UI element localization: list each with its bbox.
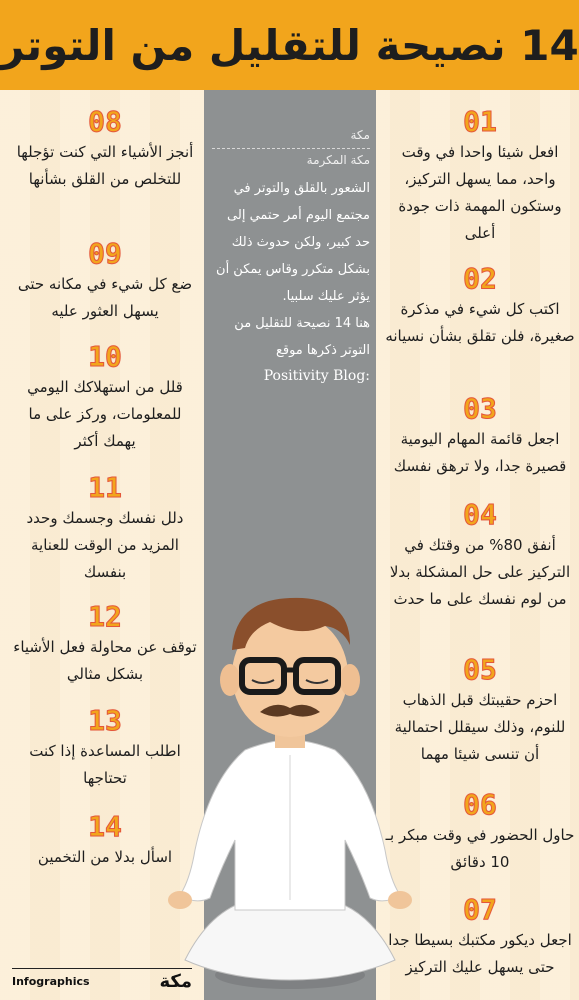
- tip-02: [385, 262, 575, 350]
- intro-location-full: مكة المكرمة: [306, 153, 370, 167]
- tip-number: 03: [463, 392, 497, 425]
- tip-text: حاول الحضور في وقت مبكر بـ 10 دقائق: [385, 826, 575, 871]
- intro-paragraph-2: هنا 14 نصيحة للتقليل من التوتر ذكرها موقع: [234, 316, 370, 358]
- tip-text: دلل نفسك وجسمك وحدد المزيد من الوقت للعناية بنفسك: [26, 509, 184, 581]
- tip-text: افعل شيئا واحدا في وقت واحد، مما يسهل التركيز، وستكون المهمة ذات جودة أعلى: [398, 143, 562, 242]
- tip-text: قلل من استهلاكك اليومي للمعلومات، وركز على ما يهمك أكثر: [27, 378, 183, 450]
- tip-number: 11: [88, 471, 122, 504]
- intro-location: مكة: [350, 128, 370, 142]
- intro-source: Positivity Blog:: [263, 368, 370, 384]
- tip-text: ضع كل شيء في مكانه حتى يسهل العثور عليه: [17, 275, 193, 320]
- tip-06: [385, 788, 575, 876]
- footer: [12, 968, 192, 993]
- tip-text: اسأل بدلا من التخمين: [37, 848, 173, 866]
- tip-number: 06: [463, 788, 497, 821]
- tip-12: [10, 600, 200, 688]
- tip-text: اجعل ديكور مكتبك بسيطا جدا حتى يسهل عليك التركيز: [388, 931, 572, 976]
- tip-text: احزم حقيبتك قبل الذهاب للنوم، وذلك سيقلل احتمالية أن تنسى شيئا مهما: [394, 691, 566, 763]
- tip-number: 02: [463, 262, 497, 295]
- tip-14: [10, 810, 200, 871]
- tip-number: 09: [88, 237, 122, 270]
- tip-11: [10, 471, 200, 586]
- intro-block: [212, 128, 370, 388]
- tip-number: 14: [88, 810, 122, 843]
- page-title: 14 نصيحة للتقليل من التوتر: [0, 20, 579, 70]
- tip-01: [385, 105, 575, 247]
- tip-number: 05: [463, 653, 497, 686]
- tip-04: [385, 498, 575, 613]
- intro-paragraph: الشعور بالقلق والتوتر في مجتمع اليوم أمر حتمي إلى حد كبير، ولكن حدوث ذلك بشكل متكرر وقاس يمكن أن يؤثر عليك سلبيا.: [216, 181, 370, 304]
- tip-09: [10, 237, 200, 325]
- tip-10: [10, 340, 200, 455]
- tip-text: أنجز الأشياء التي كنت تؤجلها للتخلص من القلق بشأنها: [16, 143, 194, 188]
- footer-label: Infographics: [12, 974, 90, 988]
- tip-number: 08: [88, 105, 122, 138]
- tip-text: اجعل قائمة المهام اليومية قصيرة جدا، ولا ترهق نفسك: [393, 430, 567, 475]
- tip-text: اطلب المساعدة إذا كنت تحتاجها: [29, 742, 181, 787]
- tip-05: [385, 653, 575, 768]
- tip-number: 04: [463, 498, 497, 531]
- tip-number: 07: [463, 893, 497, 926]
- intro-divider: [212, 148, 370, 149]
- tip-number: 13: [88, 704, 122, 737]
- tip-number: 12: [88, 600, 122, 633]
- tip-03: [385, 392, 575, 480]
- tip-text: توقف عن محاولة فعل الأشياء بشكل مثالي: [13, 638, 197, 683]
- tip-number: 01: [463, 105, 497, 138]
- tip-text: اكتب كل شيء في مذكرة صغيرة، فلن تقلق بشأن نسيانه: [385, 300, 575, 345]
- header-banner: [0, 0, 579, 90]
- tip-13: [10, 704, 200, 792]
- publisher-logo: مكة: [159, 970, 192, 992]
- tip-number: 10: [88, 340, 122, 373]
- tip-text: أنفق 80% من وقتك في التركيز على حل المشكلة بدلا من لوم نفسك على ما حدث: [389, 536, 571, 608]
- tip-07: [385, 893, 575, 981]
- tip-08: [10, 105, 200, 193]
